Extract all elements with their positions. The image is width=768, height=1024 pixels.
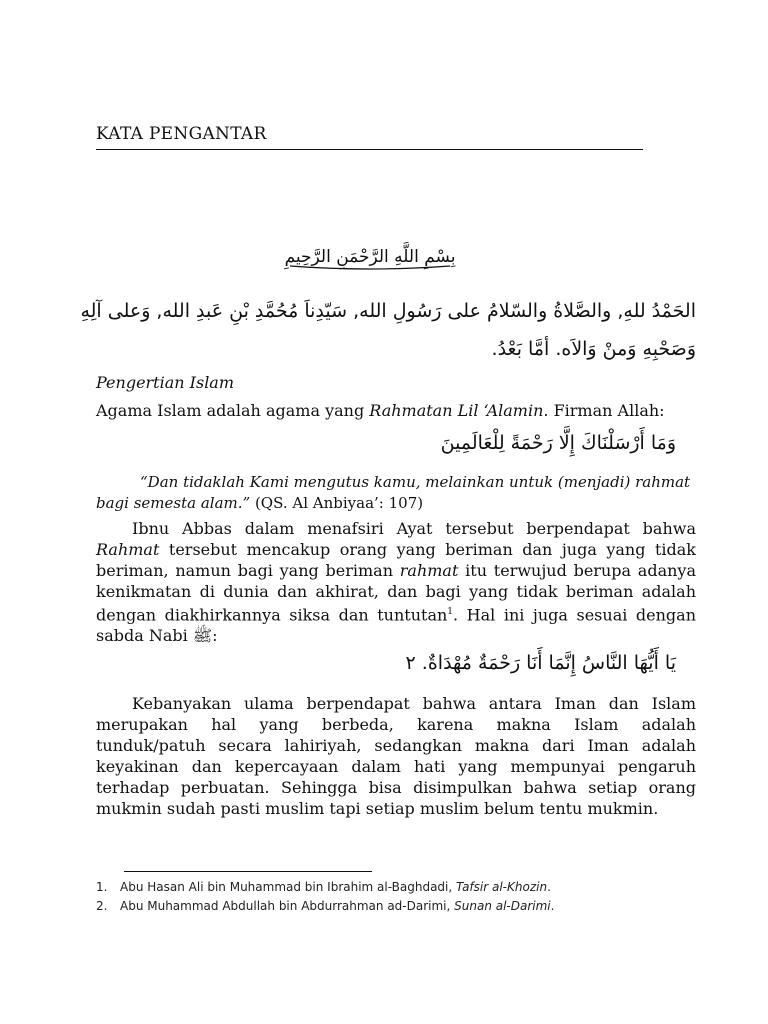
footnote-ref-1[interactable]: 1 (447, 607, 454, 617)
footnote-1: 1. Abu Hasan Ali bin Muhammad bin Ibrahim al-Baghdadi, Tafsir al-Khozin. (96, 880, 551, 894)
p2-line3: tunduk/patuh secara lahiriyah, sedangkan makna dari Iman adalah (96, 736, 696, 755)
basmala-calligraphy (270, 232, 470, 276)
p1-line4: kenikmatan di dunia dan akhirat, dan bagi yang tidak beriman adalah (96, 582, 696, 601)
translation-line1: “Dan tidaklah Kami mengutus kamu, melainkan untuk (menjadi) rahmat (140, 473, 691, 491)
opening-arabic-line2: وَصَحْبِهِ وَمنْ وَالاَه. أمَّا بَعْدُ. (491, 338, 696, 360)
page-heading: KATA PENGANTAR (96, 124, 267, 144)
paragraph-1 (96, 518, 696, 646)
verse2-arabic: يَا أَيُّهَا النَّاسُ إِنَّمَا أَنَا رَحْمَةٌ مُهْدَاةٌ. ٢ (405, 652, 676, 674)
intro-sentence (96, 401, 665, 420)
verse1-translation (96, 472, 696, 514)
footnote-2: 2. Abu Muhammad Abdullah bin Abdurrahman ad-Darimi, Sunan al-Darimi. (96, 899, 555, 913)
section-heading: Pengertian Islam (96, 373, 235, 392)
footnote-divider (124, 871, 372, 872)
verse1-arabic: وَمَا أَرْسَلْنَاكَ إِلَّا رَحْمَةً لِلْعَالَمِينَ (440, 432, 676, 454)
p2-line2: merupakan hal yang berbeda, karena makna Islam adalah (96, 715, 696, 734)
intro-text-2: . Firman Allah: (543, 401, 665, 420)
p2-line5: terhadap perbuatan. Sehingga bisa disimpulkan bahwa setiap orang (96, 778, 696, 797)
p1-line2: Rahmat tersebut mencakup orang yang beriman dan juga yang tidak (96, 540, 696, 559)
intro-text-1: Agama Islam adalah agama yang (96, 401, 370, 420)
intro-italic: Rahmatan Lil ‘Alamin (369, 401, 544, 420)
p1-line1: Ibnu Abbas dalam menafsiri Ayat tersebut berpendapat bahwa (132, 519, 696, 538)
p2-line6: mukmin sudah pasti muslim tapi setiap muslim belum tentu mukmin. (96, 799, 659, 818)
translation-line2: bagi semesta alam.” (QS. Al Anbiyaa’: 107) (96, 494, 424, 512)
citation: (QS. Al Anbiyaa’: 107) (250, 494, 424, 512)
basmala-text: بِسْمِ اللَّهِ الرَّحْمَنِ الرَّحِيمِ (284, 247, 456, 267)
paragraph-2 (96, 693, 696, 819)
p1-line3: beriman, namun bagi yang beriman rahmat itu terwujud berupa adanya (96, 561, 696, 580)
p2-line1: Kebanyakan ulama berpendapat bahwa antara Iman dan Islam (132, 694, 696, 713)
footnotes (96, 878, 554, 916)
heading-underline (96, 149, 643, 150)
p1-line6: sabda Nabi ﷺ: (96, 626, 218, 646)
p2-line4: keyakinan dan kepercayaan dalam hati yang mempunyai pengaruh (96, 757, 696, 776)
opening-arabic-line1: الحَمْدُ للهِ, والصَّلاةُ والسّلامُ على رَسُولِ الله, سَيّدِناَ مُحُمَّدِ بْنِ عَبدِ الله, وَعلى آلِهِ (80, 300, 696, 322)
p1-line5: dengan diakhirkannya siksa dan tuntutan$^1$. Hal ini juga sesuai dengan (96, 605, 697, 625)
